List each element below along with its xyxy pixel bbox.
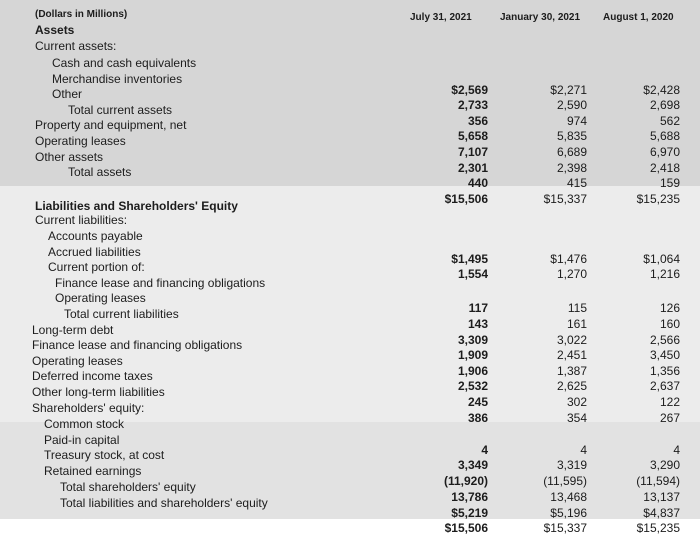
row-value-c1: 3,349 xyxy=(457,458,488,473)
row-label: Accrued liabilities xyxy=(48,244,141,259)
row-label: Total assets xyxy=(68,165,132,180)
row-value-c1: 2,733 xyxy=(457,98,488,113)
row-value-c3: 160 xyxy=(659,317,680,331)
row-value-c2: 5,835 xyxy=(556,129,587,144)
row-value-c3: 2,637 xyxy=(649,379,680,394)
header-aug-2020: August 1, 2020 xyxy=(603,12,674,23)
row-value-c3: 126 xyxy=(659,301,680,316)
row-value-c3: 4 xyxy=(673,442,680,457)
row-label: Operating leases xyxy=(55,291,146,306)
row-label: Cash and cash equivalents xyxy=(52,56,197,70)
current-assets-label: Current assets: xyxy=(35,39,117,53)
row-value-c2: 415 xyxy=(566,176,587,191)
row-value-c1: $5,219 xyxy=(451,505,488,520)
row-value-c1: $15,506 xyxy=(444,521,488,536)
row-value-c2: 6,689 xyxy=(556,145,587,159)
table-row xyxy=(0,244,700,266)
row-value-c1: 4 xyxy=(481,442,488,457)
row-value-c1: 3,309 xyxy=(457,332,488,347)
row-value-c1: 13,786 xyxy=(451,489,488,504)
row-label: Deferred income taxes xyxy=(32,369,153,384)
table-row xyxy=(0,510,700,536)
liabilities-heading: Liabilities and Shareholders' Equity xyxy=(35,199,238,213)
row-label: Total current liabilities xyxy=(64,307,179,321)
row-label: Long-term debt xyxy=(32,322,114,337)
row-value-c3: $15,235 xyxy=(636,191,680,206)
row-value-c2: $15,337 xyxy=(543,521,587,536)
row-value-c1: 1,906 xyxy=(457,363,488,378)
row-value-c2: 4 xyxy=(580,442,587,457)
row-label: Shareholders' equity: xyxy=(32,400,145,415)
row-value-c3: 1,356 xyxy=(649,363,680,378)
row-value-c1: $1,495 xyxy=(451,251,488,266)
row-value-c3: 2,698 xyxy=(649,98,680,113)
row-value-c3: 13,137 xyxy=(643,489,680,504)
row-value-c1: 440 xyxy=(467,176,488,191)
row-label: Treasury stock, at cost xyxy=(44,448,165,463)
row-label: Total liabilities and shareholders' equity xyxy=(60,495,268,510)
row-label: Other xyxy=(52,87,83,102)
row-value-c2: 2,590 xyxy=(556,98,587,113)
row-value-c1: 1,909 xyxy=(457,348,488,363)
row-value-c2: $15,337 xyxy=(543,191,587,206)
table-row xyxy=(0,275,700,291)
row-label: Finance lease and financing obligations xyxy=(55,275,266,290)
row-label: Other long-term liabilities xyxy=(32,385,165,399)
row-value-c3: (11,594) xyxy=(636,474,680,489)
table-row xyxy=(0,416,700,432)
row-label: Current portion of: xyxy=(48,260,145,275)
row-value-c3: 2,566 xyxy=(649,332,680,347)
row-value-c2: 161 xyxy=(566,317,587,331)
row-label: Total current assets xyxy=(68,102,173,117)
row-label: Operating leases xyxy=(35,134,126,148)
table-row xyxy=(0,259,700,282)
row-value-c2: 13,468 xyxy=(550,489,587,504)
row-label: Common stock xyxy=(44,417,125,431)
row-label: Operating leases xyxy=(32,353,123,368)
row-value-c1: 143 xyxy=(467,317,488,331)
row-value-c1: $2,569 xyxy=(451,82,488,97)
row-value-c3: 562 xyxy=(659,113,680,128)
row-value-c1: 2,301 xyxy=(457,160,488,175)
row-label: Property and equipment, net xyxy=(35,118,187,133)
row-value-c2: 2,398 xyxy=(556,160,587,175)
table-row xyxy=(0,55,700,71)
row-value-c2: $2,271 xyxy=(550,82,587,97)
row-value-c2: 3,319 xyxy=(556,458,587,473)
row-value-c3: 159 xyxy=(659,176,680,191)
row-value-c2: $1,476 xyxy=(550,251,587,266)
row-value-c3: 5,688 xyxy=(649,129,680,144)
row-value-c1: 5,658 xyxy=(457,129,488,144)
units-label: (Dollars in Millions) xyxy=(35,9,128,20)
row-value-c2: 354 xyxy=(566,410,587,425)
row-value-c3: $15,235 xyxy=(636,521,680,536)
row-value-c2: 2,451 xyxy=(556,348,587,363)
row-value-c2: (11,595) xyxy=(543,474,587,489)
row-value-c1: 2,532 xyxy=(457,379,488,394)
assets-heading: Assets xyxy=(35,23,75,37)
row-value-c1: $15,506 xyxy=(444,191,488,206)
current-liabilities-label: Current liabilities: xyxy=(35,213,128,227)
table-row xyxy=(0,164,700,191)
row-value-c3: $4,837 xyxy=(643,505,680,520)
row-value-c1: 356 xyxy=(467,113,488,128)
row-value-c3: 6,970 xyxy=(649,145,680,159)
row-value-c3: 3,290 xyxy=(649,458,680,473)
row-value-c1: (11,920) xyxy=(443,474,488,489)
row-value-c2: 1,387 xyxy=(556,363,587,378)
header-july-2021: July 31, 2021 xyxy=(410,12,472,23)
row-value-c1: 245 xyxy=(467,395,488,409)
row-value-c2: 2,625 xyxy=(556,379,587,394)
row-label: Paid-in capital xyxy=(44,432,120,447)
row-value-c2: 302 xyxy=(566,395,587,409)
row-label: Retained earnings xyxy=(44,464,142,479)
header-jan-2021: January 30, 2021 xyxy=(500,12,581,23)
row-label: Merchandise inventories xyxy=(52,71,183,86)
row-value-c1: 386 xyxy=(467,410,488,425)
row-value-c3: 2,418 xyxy=(649,160,680,175)
row-value-c3: 122 xyxy=(659,395,680,409)
table-row xyxy=(0,228,700,244)
row-value-c2: $5,196 xyxy=(550,505,587,520)
row-label: Other assets xyxy=(35,149,104,164)
row-value-c2: 3,022 xyxy=(556,332,587,347)
row-label: Finance lease and financing obligations xyxy=(32,338,243,353)
row-value-c3: $2,428 xyxy=(643,82,680,97)
row-value-c3: 267 xyxy=(659,410,680,425)
row-value-c1: 117 xyxy=(468,301,488,316)
row-value-c2: 1,270 xyxy=(556,267,587,282)
row-value-c1: 1,554 xyxy=(457,267,488,282)
table-row xyxy=(0,495,700,520)
row-label: Total shareholders' equity xyxy=(60,479,196,494)
row-value-c3: 1,216 xyxy=(649,267,680,282)
row-value-c2: 974 xyxy=(566,113,587,128)
row-value-c3: 3,450 xyxy=(649,348,680,363)
row-value-c2: 115 xyxy=(567,301,587,316)
row-value-c1: 7,107 xyxy=(457,145,488,159)
row-label: Accounts payable xyxy=(48,229,143,243)
row-value-c3: $1,064 xyxy=(643,251,680,266)
